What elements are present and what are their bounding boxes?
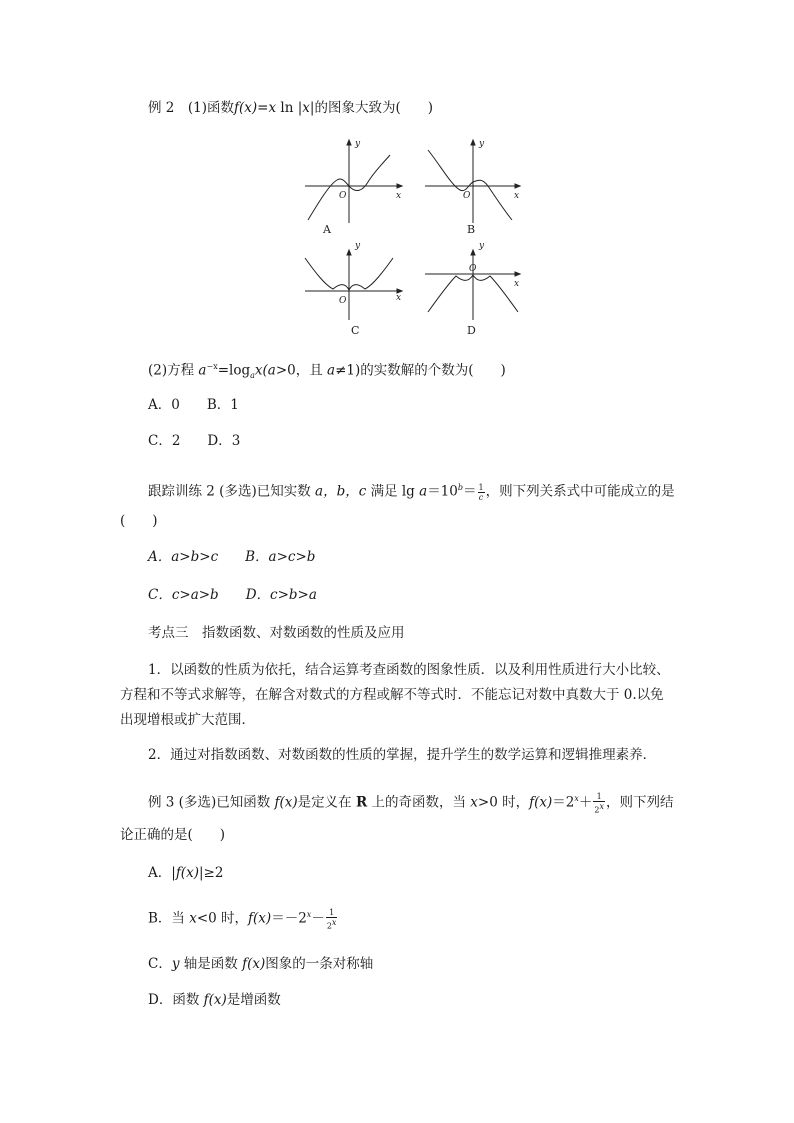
graph-b-y-arrow <box>471 140 475 145</box>
training2-option-d: D．c>b>a <box>245 587 317 603</box>
training2-question: 跟踪训练 2 (多选)已知实数 a，b，c 满足 $\lg a=10^b=$ $\frac{1}{c}$ ，则下列关系式中可能成立的是 <box>148 482 675 502</box>
example3-option-d: D．函数 f(x)是增函数 <box>148 992 281 1008</box>
graph-c-y-label: y <box>355 241 361 251</box>
training2-option-a: A．a>b>c <box>148 549 219 565</box>
graph-d-x-label: x <box>514 279 520 289</box>
graph-d-x-arrow <box>515 272 520 276</box>
graph-d-y-label: y <box>479 241 485 251</box>
example2-options-ab: A．0 B．1 <box>148 397 239 413</box>
example3-option-a: A．|f(x)|≥2 <box>148 865 224 881</box>
graph-a-x-arrow <box>397 184 402 188</box>
graph-c-y-arrow <box>347 250 351 255</box>
example3-option-b-fraction: $\frac{1}{2^x}$ <box>326 907 337 931</box>
example3-label: 例 3 <box>148 794 175 811</box>
training2-options-cd <box>148 586 317 604</box>
graph-c-caption: C <box>351 324 360 337</box>
graph-b-x-arrow <box>515 184 520 188</box>
graph-a <box>305 140 402 223</box>
example2-options-cd: C．2 D．3 <box>148 433 241 449</box>
training2-option-c: C．c>a>b <box>148 587 219 603</box>
training2-option-b: B．a>c>b <box>245 549 316 565</box>
graph-a-caption: A <box>323 223 331 236</box>
example3-option-b: B．当 x<0 时，$f(x)=-2^x-$ $\frac{1}{2^x}$ <box>148 907 337 931</box>
graph-b-curve <box>428 150 512 220</box>
graph-a-y-arrow <box>347 140 351 145</box>
graph-b-x-label: x <box>514 191 520 201</box>
function-graphs-figure <box>0 130 794 380</box>
example3-option-c: C．y 轴是函数 f(x)图象的一条对称轴 <box>148 956 374 972</box>
example2-q2: (2)方程 $a^{-x}=\log_ax(a>0$，且 a≠1)的实数解的个数为( ) <box>148 362 506 381</box>
training2-paren: ( ) <box>120 513 158 529</box>
graph-d-y-arrow <box>471 250 475 255</box>
graph-b-y-label: y <box>479 139 485 149</box>
graph-c-x-label: x <box>396 293 402 303</box>
graph-d-origin: O <box>469 264 477 274</box>
example2-q1: 例 2 (1)函数f(x)=x ln |x|的图象大致为( ) <box>148 100 433 116</box>
graph-d <box>425 250 520 320</box>
example3-question-line2: 论正确的是( ) <box>120 827 226 843</box>
section3-heading: 考点三 指数函数、对数函数的性质及应用 <box>148 625 405 641</box>
graph-a-x-label: x <box>396 191 402 201</box>
section3-p1-line1: 1．以函数的性质为依托，结合运算考查函数的图象性质．以及利用性质进行大小比较、 <box>148 662 670 678</box>
training2-label: 跟踪训练 2 <box>148 483 215 500</box>
section3-p1-line2: 方程和不等式求解等，在解含对数式的方程或解不等式时．不能忘记对数中真数大于 0.以免 <box>120 687 664 703</box>
graph-b-origin: O <box>463 191 471 201</box>
example2-label: 例 2 <box>148 100 175 116</box>
section3-p2: 2．通过对指数函数、对数函数的性质的掌握，提升学生的数学运算和逻辑推理素养． <box>148 747 657 763</box>
graph-a-origin: O <box>339 191 347 201</box>
graph-a-y-label: y <box>355 139 361 149</box>
graph-c-origin: O <box>339 296 347 306</box>
graph-b-caption: B <box>467 223 476 236</box>
training2-options-ab <box>148 548 315 566</box>
graph-b <box>425 140 520 223</box>
example3-fraction: $\frac{1}{2^x}$ <box>594 791 604 815</box>
training2-fraction: $\frac{1}{c}$ <box>478 482 484 502</box>
graph-c <box>305 250 402 320</box>
graph-d-caption: D <box>467 324 476 337</box>
example3-question: 例 3 (多选)已知函数 f(x)是定义在 R 上的奇函数，当 x>0 时，$f(x)=2^x+$ $\frac{1}{2^x}$ ，则下列结 <box>148 791 674 815</box>
section3-p1-line3: 出现增根或扩大范围． <box>120 712 255 728</box>
